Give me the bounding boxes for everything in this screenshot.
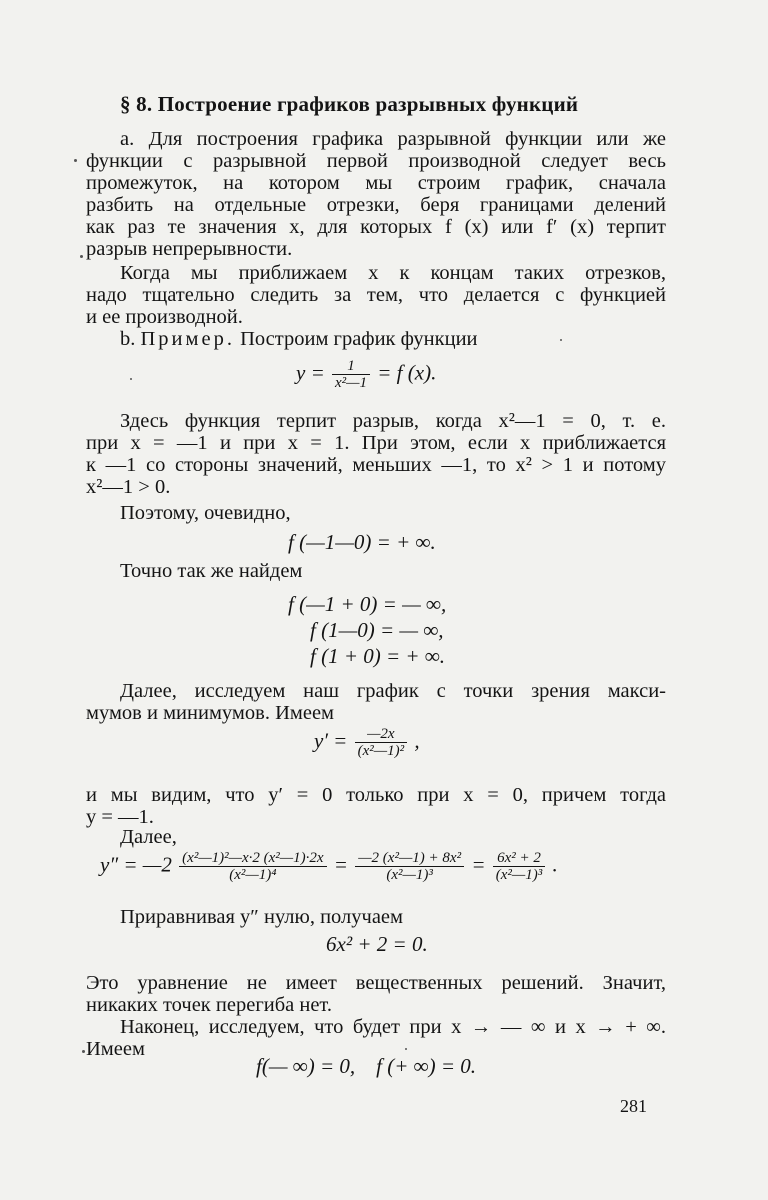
- text-line: при x = —1 и при x = 1. При этом, если x приближается: [86, 432, 666, 454]
- paragraph-obvious: [86, 502, 666, 524]
- formula-tail: .: [552, 852, 558, 877]
- fraction-numerator: 1: [332, 358, 370, 375]
- paragraph-a: [86, 128, 666, 260]
- formula-function: [296, 358, 436, 391]
- text-line: надо тщательно следить за тем, что делается с функцией: [86, 284, 666, 306]
- scan-speck: [82, 1050, 85, 1053]
- text-line: y = —1.: [86, 806, 154, 828]
- paragraph-break: [86, 410, 666, 498]
- scan-speck: [560, 339, 562, 341]
- paragraph-b: [86, 328, 666, 350]
- text-line: [86, 328, 666, 350]
- fraction: [332, 358, 370, 391]
- formula-limit: f (—1—0) = + ∞.: [288, 530, 436, 554]
- text-line: разрыв непрерывности.: [86, 238, 293, 260]
- example-word: Пример.: [140, 328, 235, 350]
- paragraph-equate: [86, 906, 666, 928]
- text-line: Приравнивая y″ нулю, получаем: [120, 906, 403, 928]
- fraction-numerator: —2 (x²—1) + 8x²: [355, 850, 464, 867]
- text-line: промежуток, на котором мы строим график, сначала: [86, 172, 666, 194]
- formula-infinity-limits: f(— ∞) = 0, f (+ ∞) = 0.: [256, 1054, 477, 1078]
- scan-speck: [74, 159, 77, 162]
- text-line: Далее, исследуем наш график с точки зрения макси-: [120, 680, 666, 702]
- fraction: [493, 850, 545, 883]
- fraction-denominator: (x²—1)⁴: [229, 867, 277, 883]
- scan-speck: [80, 255, 83, 258]
- text-line: никаких точек перегиба нет.: [86, 994, 332, 1016]
- text-line: и мы видим, что y′ = 0 только при x = 0, причем тогда: [86, 784, 666, 806]
- item-label: b.: [120, 328, 136, 350]
- formula-rhs: = f (x).: [377, 360, 437, 385]
- fraction: [355, 726, 407, 759]
- equals-sign: =: [471, 852, 486, 877]
- paragraph-same: [86, 560, 666, 582]
- paragraph-approach: [86, 262, 666, 328]
- text-line: Здесь функция терпит разрыв, когда x²—1 = 0, т. е.: [120, 410, 666, 432]
- text-line: разбить на отдельные отрезки, беря границами делений: [86, 194, 666, 216]
- scan-speck: [405, 1048, 407, 1050]
- text-line: мумов и минимумов. Имеем: [86, 702, 335, 724]
- formula-limit-1: f (—1 + 0) = — ∞,: [288, 592, 447, 616]
- text-line: как раз те значения x, для которых f (x) или f′ (x) терпит: [86, 216, 666, 238]
- text-line: к —1 со стороны значений, меньших —1, то x² > 1 и потому: [86, 454, 666, 476]
- text-line: Поэтому, очевидно,: [120, 502, 291, 524]
- paragraph-no-real: [86, 972, 666, 1016]
- formula-first-derivative: [314, 726, 420, 759]
- paragraph-extrema: [86, 680, 666, 724]
- section-heading: § 8. Построение графиков разрывных функций: [120, 92, 579, 116]
- page-number: 281: [620, 1096, 647, 1116]
- scan-speck: [130, 378, 132, 380]
- fraction-numerator: 6x² + 2: [493, 850, 545, 867]
- text-line: Это уравнение не имеет вещественных решений. Значит,: [86, 972, 666, 994]
- formula-lhs: y =: [296, 360, 325, 385]
- fraction: [179, 850, 326, 883]
- fraction-denominator: x²—1: [335, 375, 367, 391]
- text-line: а. Для построения графика разрывной функции или же: [120, 128, 666, 150]
- formula-limit-3: f (1 + 0) = + ∞.: [310, 644, 446, 668]
- text-line: x²—1 > 0.: [86, 476, 171, 498]
- formula-equation: 6x² + 2 = 0.: [326, 932, 428, 956]
- fraction-denominator: (x²—1)³: [386, 867, 433, 883]
- equals-sign: =: [333, 852, 348, 877]
- formula-lhs: y′ =: [314, 728, 348, 753]
- fraction-denominator: (x²—1)³: [495, 867, 543, 883]
- fraction: [355, 850, 464, 883]
- fraction-numerator: (x²—1)²—x·2 (x²—1)·2x: [179, 850, 326, 867]
- text-line: Далее,: [120, 826, 177, 848]
- paragraph-zero: [86, 784, 666, 828]
- text-line: функции с разрывной первой производной следует весь: [86, 150, 666, 172]
- fraction-numerator: —2x: [355, 726, 407, 743]
- formula-limit-2: f (1—0) = — ∞,: [310, 618, 444, 642]
- formula-tail: ,: [414, 728, 420, 753]
- fraction-denominator: (x²—1)²: [357, 743, 405, 759]
- text-line: Имеем: [86, 1038, 145, 1060]
- text-line: Когда мы приближаем x к концам таких отрезков,: [120, 262, 666, 284]
- text-line: Точно так же найдем: [120, 560, 303, 582]
- formula-second-derivative: [100, 850, 558, 883]
- example-text: Построим график функции: [240, 328, 478, 350]
- text-line: и ее производной.: [86, 306, 243, 328]
- text-line: Наконец, исследуем, что будет при x → — ∞ и x → + ∞.: [120, 1016, 666, 1038]
- formula-lhs: y″ = —2: [100, 852, 172, 877]
- paragraph-further: [86, 826, 666, 848]
